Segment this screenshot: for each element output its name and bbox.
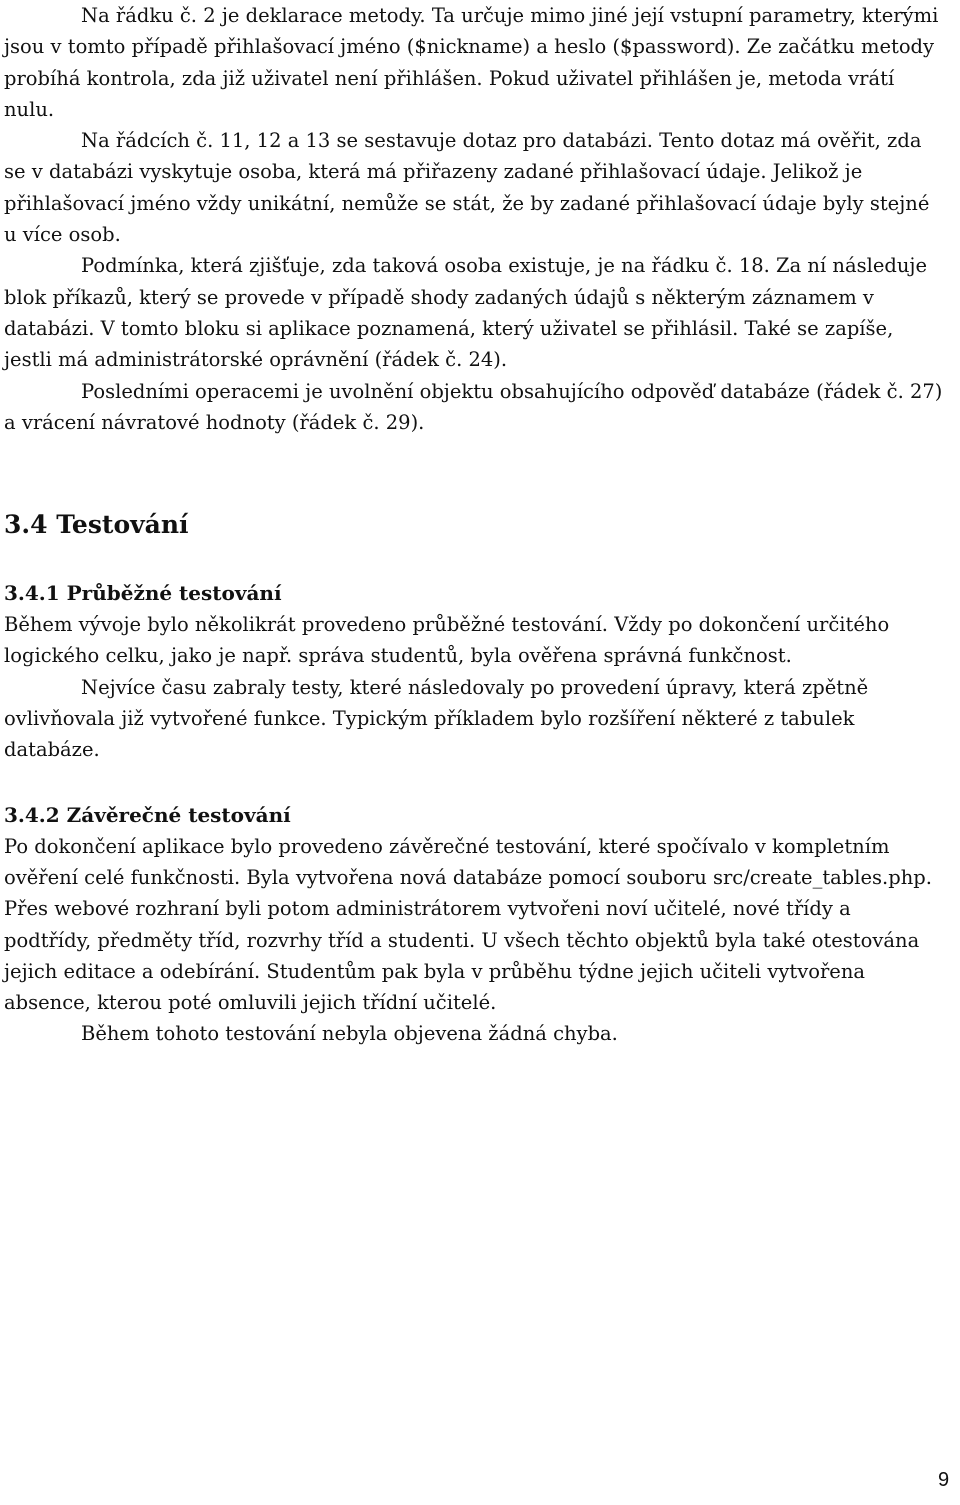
page-number: 9 (938, 1469, 950, 1491)
paragraph-final-testing-1: Po dokončení aplikace bylo provedeno závěrečné testování, které spočívalo v kompletním ověření celé funkčnosti. Byla vytvořena nová databáze pomocí souboru src/create_tables.php. Přes webové rozhraní byli potom administrátorem vytvořeni noví učitelé, nové třídy a podtřídy, předměty tříd, rozvrhy tříd a studenti. U všech těchto objektů byla také otestována jejich editace a odebírání. Studentům pak byla v průběhu týdne jejich učiteli vytvořena absence, kterou poté omluvili jejich třídní učitelé. (4, 834, 932, 1015)
paragraph-database-query: Na řádcích č. 11, 12 a 13 se sestavuje dotaz pro databázi. Tento dotaz má ověřit, zda se v databázi vyskytuje osoba, která má přiřazeny zadané přihlašovací údaje. Jelikož je přihlašovací jméno vždy unikátní, nemůže se stát, že by zadané přihlašovací údaje byly stejné u více osob. (4, 129, 930, 247)
document-page (4, 0, 944, 1050)
paragraph-method-declaration: Na řádku č. 2 je deklarace metody. Ta určuje mimo jiné její vstupní parametry, kterými jsou v tomto případě přihlašovací jméno ($nickname) a heslo ($password). Ze začátku metody probíhá kontrola, zda již uživatel není přihlášen. Pokud uživatel přihlášen je, metoda vrátí nulu. (4, 4, 939, 121)
section-heading-testing: 3.4 Testování (4, 510, 189, 540)
subsection-heading-final-testing: 3.4.2 Závěrečné testování (4, 802, 291, 827)
paragraph-final-operations: Posledními operacemi je uvolnění objektu obsahujícího odpověď databáze (řádek č. 27) a vrácení návratové hodnoty (řádek č. 29). (4, 379, 943, 434)
subsection-heading-continuous-testing: 3.4.1 Průběžné testování (4, 581, 282, 606)
paragraph-continuous-testing-2: Nejvíce času zabraly testy, které následovaly po provedení úpravy, která zpětně ovlivňovala již vytvořené funkce. Typickým příkladem bylo rozšíření některé z tabulek databáze. (4, 675, 869, 762)
paragraph-continuous-testing-1: Během vývoje bylo několikrát provedeno průběžné testování. Vždy po dokončení určitého logického celku, jako je např. správa studentů, byla ověřena správná funkčnost. (4, 613, 890, 668)
paragraph-condition-block: Podmínka, která zjišťuje, zda taková osoba existuje, je na řádku č. 18. Za ní následuje blok příkazů, který se provede v případě shody zadaných údajů s některým záznamem v databázi. V tomto bloku si aplikace poznamená, který uživatel se přihlásil. Také se zapíše, jestli má administrátorské oprávnění (řádek č. 24). (4, 254, 928, 372)
paragraph-final-testing-2: Během tohoto testování nebyla objevena žádná chyba. (81, 1022, 618, 1046)
